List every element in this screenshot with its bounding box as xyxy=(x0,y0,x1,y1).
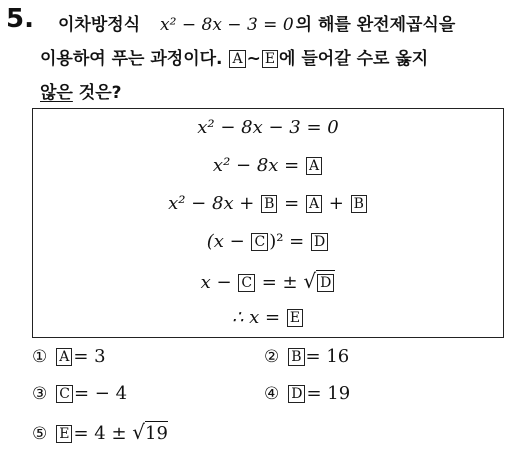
step-expr: x − xyxy=(200,272,238,293)
question-text: 에 들어갈 수로 옳지 xyxy=(279,49,429,69)
step-2 xyxy=(33,155,503,176)
step-5 xyxy=(33,269,503,293)
choice-number: ① xyxy=(32,347,48,367)
choice-number: ⑤ xyxy=(32,424,48,444)
choice-expr: = 4 ± xyxy=(73,423,133,444)
sqrt-symbol: √ xyxy=(303,269,317,293)
choice-expr: = 3 xyxy=(73,346,106,367)
choice-number: ② xyxy=(264,347,280,367)
choice-1[interactable] xyxy=(32,346,106,367)
blank-box-b: B xyxy=(351,195,367,213)
blank-box-d: D xyxy=(317,274,334,292)
blank-box-c: C xyxy=(56,385,73,403)
step-expr: x² − 8x = xyxy=(212,155,305,176)
blank-box-a: A xyxy=(56,348,72,366)
blank-box-d: D xyxy=(311,233,328,251)
solution-frame xyxy=(32,108,504,338)
step-expr: + xyxy=(323,193,350,214)
blank-box-a: A xyxy=(306,195,322,213)
step-1: x² − 8x − 3 = 0 xyxy=(197,117,339,138)
question-text: 것은? xyxy=(72,83,122,103)
range-tilde: ~ xyxy=(246,49,261,69)
blank-box-b: B xyxy=(288,348,304,366)
step-expr: x² − 8x + xyxy=(168,193,261,214)
step-6 xyxy=(33,307,503,328)
choice-expr: = − 4 xyxy=(73,383,128,404)
step-expr: (x − xyxy=(206,231,251,252)
question-number: 5. xyxy=(6,4,34,34)
blank-box-b: B xyxy=(261,195,277,213)
question-text-end: 의 해를 완전제곱식을 xyxy=(295,15,456,35)
step-4 xyxy=(33,231,503,252)
blank-box-d: D xyxy=(288,385,305,403)
blank-box-a: A xyxy=(229,50,245,68)
step-expr: = xyxy=(278,193,305,214)
choice-expr: = 19 xyxy=(306,383,351,404)
choice-number: ④ xyxy=(264,384,280,404)
underlined-word: 않은 xyxy=(40,83,73,103)
choice-2[interactable] xyxy=(264,346,349,367)
question-equation: x² − 8x − 3 = 0 xyxy=(160,15,294,35)
question-text: 이차방정식 xyxy=(58,15,141,35)
choice-number: ③ xyxy=(32,384,48,404)
blank-box-e: E xyxy=(56,425,72,443)
choice-3[interactable] xyxy=(32,383,127,404)
blank-box-a: A xyxy=(306,157,322,175)
step-expr: = ± xyxy=(256,272,304,293)
choice-5[interactable] xyxy=(32,420,168,444)
radicand: 19 xyxy=(145,423,168,444)
step-expr: ∴ x = xyxy=(231,307,286,328)
question-line-3 xyxy=(40,78,121,103)
choice-4[interactable] xyxy=(264,383,350,404)
choice-expr: = 16 xyxy=(305,346,350,367)
sqrt-symbol: √ xyxy=(132,420,146,444)
blank-box-c: C xyxy=(238,274,255,292)
blank-box-e: E xyxy=(262,50,278,68)
blank-box-c: C xyxy=(251,233,268,251)
question-text: 이용하여 푸는 과정이다. xyxy=(40,49,223,69)
question-line-2 xyxy=(40,44,428,69)
step-expr: )² = xyxy=(269,231,310,252)
blank-box-e: E xyxy=(287,309,303,327)
question-line-1 xyxy=(58,10,455,35)
step-3 xyxy=(33,193,503,214)
